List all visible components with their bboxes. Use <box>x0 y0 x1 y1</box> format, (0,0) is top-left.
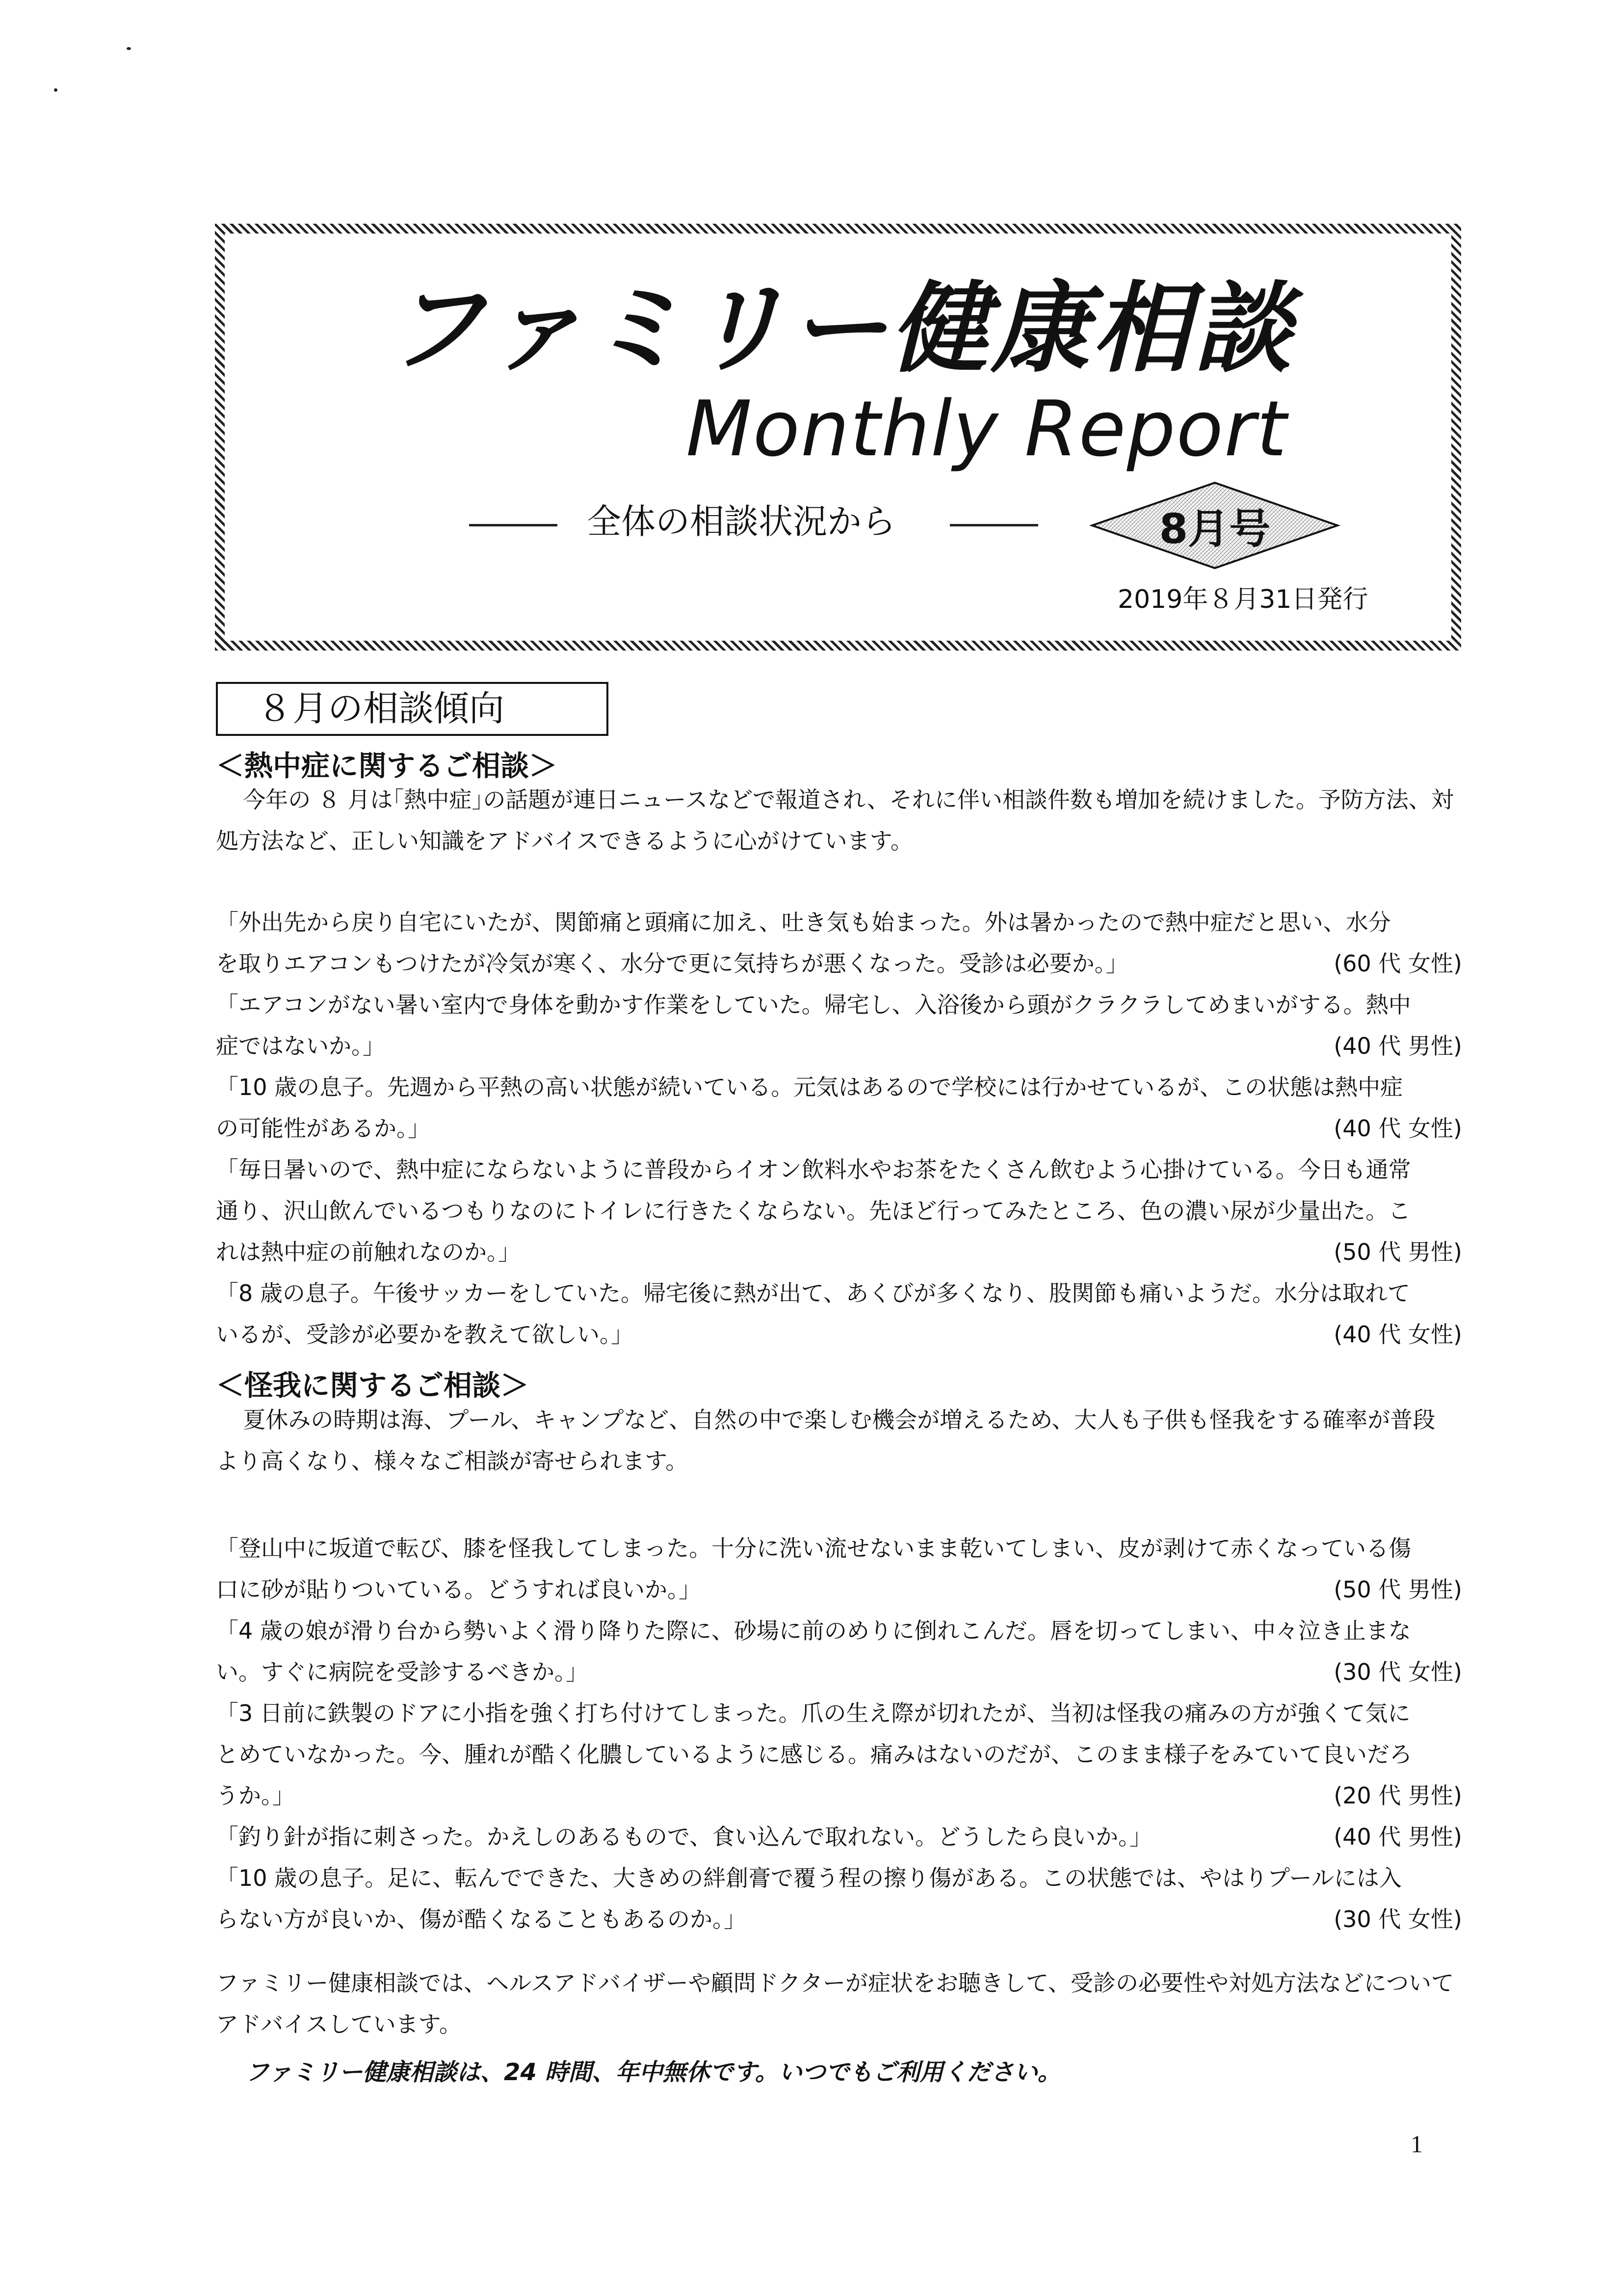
consultation-demographic: (40 代 女性) <box>1334 1321 1462 1348</box>
consultation-demographic: (40 代 女性) <box>1334 1115 1462 1142</box>
consultation-demographic: (40 代 男性) <box>1334 1824 1462 1850</box>
heatstroke-heading: ＜熱中症に関するご相談＞ <box>216 749 558 783</box>
publication-date: 2019年８月31日発行 <box>1118 585 1368 614</box>
consultation-demographic: (30 代 女性) <box>1334 1659 1462 1685</box>
consultation-item <box>216 1816 1462 1857</box>
injury-intro: 夏休みの時期は海、プール、キャンプなど、自然の中で楽しむ機会が増えるため、大人も子供も怪我をする確率が普段より高くなり、様々なご相談が寄せられます。 <box>216 1407 1436 1474</box>
divider-line <box>469 524 557 526</box>
consultation-demographic: (50 代 男性) <box>1334 1576 1462 1603</box>
consultation-demographic: (30 代 女性) <box>1334 1906 1462 1932</box>
consultation-text: 「外出先から戻り自宅にいたが、関節痛と頭痛に加え、吐き気も始まった。外は暑かったので熱中症だと思い、水分を取りエアコンもつけたが冷気が寒く、水分で更に気持ちが悪くなった。受診は必要か。」 <box>216 909 1391 977</box>
consultation-item <box>216 1528 1462 1610</box>
consultation-item <box>216 1149 1462 1273</box>
consultation-text: 「エアコンがない暑い室内で身体を動かす作業をしていた。帰宅し、入浴後から頭がクラクラしてめまいがする。熱中症ではないか。」 <box>216 991 1411 1059</box>
heatstroke-intro: 今年の ８ 月は｢熱中症｣の話題が連日ニュースなどで報道され、それに伴い相談件数も増加を続けました。予防方法、対処方法など、正しい知識をアドバイスできるように心がけています。 <box>216 786 1454 854</box>
consultation-demographic: (20 代 男性) <box>1334 1782 1462 1809</box>
consultation-item <box>216 902 1462 984</box>
consultation-item <box>216 1693 1462 1816</box>
consultation-text: 「登山中に坂道で転び、膝を怪我してしまった。十分に洗い流せないまま乾いてしまい、皮が剥けて赤くなっている傷口に砂が貼りついている。どうすれば良いか。」 <box>216 1535 1412 1603</box>
section-title: ８月の相談傾向 <box>257 688 505 729</box>
service-hours-notice: ファミリー健康相談は、24 時間、年中無休です。いつでもご利用ください。 <box>245 2059 1061 2086</box>
consultation-item <box>216 1067 1462 1149</box>
consultation-text: 「4 歳の娘が滑り台から勢いよく滑り降りた際に、砂場に前のめりに倒れこんだ。唇を切ってしまい、中々泣き止まない。すぐに病院を受診するべきか。」 <box>216 1618 1411 1685</box>
injury-heading: ＜怪我に関するご相談＞ <box>216 1369 529 1402</box>
consultation-demographic: (60 代 女性) <box>1334 950 1462 977</box>
issue-label: 8月号 <box>1159 505 1271 553</box>
consultation-item <box>216 1857 1462 1940</box>
consultation-text: 「8 歳の息子。午後サッカーをしていた。帰宅後に熱が出て、あくびが多くなり、股関節も痛いようだ。水分は取れているが、受診が必要かを教えて欲しい。」 <box>216 1280 1411 1348</box>
consultation-text: 「釣り針が指に刺さった。かえしのあるもので、食い込んで取れない。どうしたら良いか。」 <box>216 1824 1153 1850</box>
consultation-text: 「10 歳の息子。足に、転んでできた、大きめの絆創膏で覆う程の擦り傷がある。この状態では、やはりプールには入らない方が良いか、傷が酷くなることもあるのか。」 <box>216 1865 1402 1932</box>
page-number: 1 <box>1411 2130 1423 2158</box>
divider-line <box>950 524 1038 526</box>
consultation-demographic: (40 代 男性) <box>1334 1033 1462 1059</box>
masthead-frame <box>215 224 1461 651</box>
service-description: ファミリー健康相談では、ヘルスアドバイザーや顧問ドクターが症状をお聴きして、受診の必要性や対処方法などについてアドバイスしています。 <box>216 1970 1454 2037</box>
section-title-box <box>216 682 608 736</box>
scan-speck <box>54 88 57 92</box>
consultation-item <box>216 1610 1462 1693</box>
masthead-title: ファミリー健康相談 <box>387 272 1295 386</box>
scan-speck <box>127 47 131 50</box>
consultation-text: 「3 日前に鉄製のドアに小指を強く打ち付けてしまった。爪の生え際が切れたが、当初は怪我の痛みの方が強くて気にとめていなかった。今、腫れが酷く化膿しているように感じる。痛みはないのだが、このまま様子をみていて良いだろうか。」 <box>216 1700 1412 1809</box>
masthead-subtitle-english: Monthly Report <box>686 384 1288 473</box>
consultation-demographic: (50 代 男性) <box>1334 1239 1462 1265</box>
consultation-item <box>216 984 1462 1067</box>
consultation-text: 「10 歳の息子。先週から平熱の高い状態が続いている。元気はあるので学校には行かせているが、この状態は熱中症の可能性があるか。」 <box>216 1074 1403 1142</box>
masthead-tagline: 全体の相談状況から <box>587 501 896 542</box>
consultation-text: 「毎日暑いので、熱中症にならないように普段からイオン飲料水やお茶をたくさん飲むよう心掛けている。今日も通常通り、沢山飲んでいるつもりなのにトイレに行きたくならない。先ほど行ってみたところ、色の濃い尿が少量出た。これは熱中症の前触れなのか。」 <box>216 1156 1411 1265</box>
consultation-item <box>216 1273 1462 1355</box>
